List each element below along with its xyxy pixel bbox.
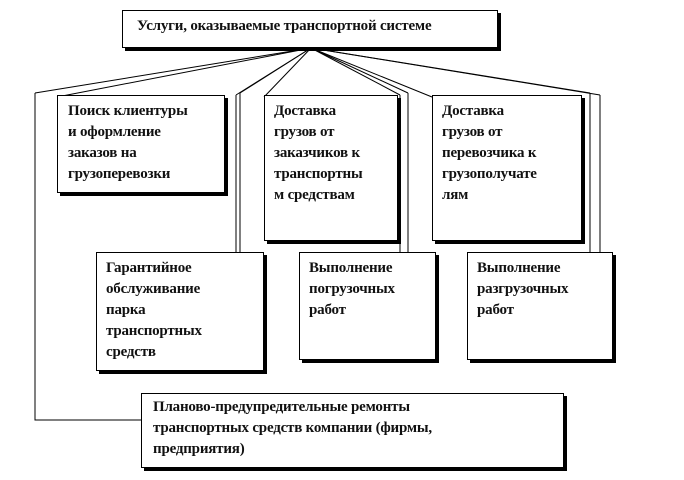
node-warranty-service [96,252,264,371]
connector-fan-8 [311,48,432,97]
node-delivery-from-customers [264,95,398,241]
connector-fan-10 [311,48,600,95]
node-warranty-service-label: Гарантийное обслуживание парка транспортных средств [106,260,202,360]
connector-fan-7 [311,48,408,93]
root-label: Услуги, оказываемые транспортной системе [137,18,432,34]
node-unloading-works-label: Выполнение разгрузочных работ [477,260,569,318]
node-unloading-works [467,252,613,360]
node-delivery-from-carrier-label: Доставка грузов от перевозчика к грузополучате лям [442,103,537,203]
node-delivery-from-carrier [432,95,582,241]
node-loading-works [299,252,436,360]
node-client-search [57,95,225,193]
node-scheduled-repairs-label: Планово-предупредительные ремонты транспортных средств компании (фирмы, предприятия) [153,399,432,457]
node-client-search-label: Поиск клиентуры и оформление заказов на грузоперевозки [68,103,188,182]
root-node [122,10,498,48]
connector-fan-1 [35,48,311,93]
node-delivery-from-customers-label: Доставка грузов от заказчиков к транспортны м средствам [274,103,363,203]
node-scheduled-repairs [141,393,564,468]
node-loading-works-label: Выполнение погрузочных работ [309,260,395,318]
